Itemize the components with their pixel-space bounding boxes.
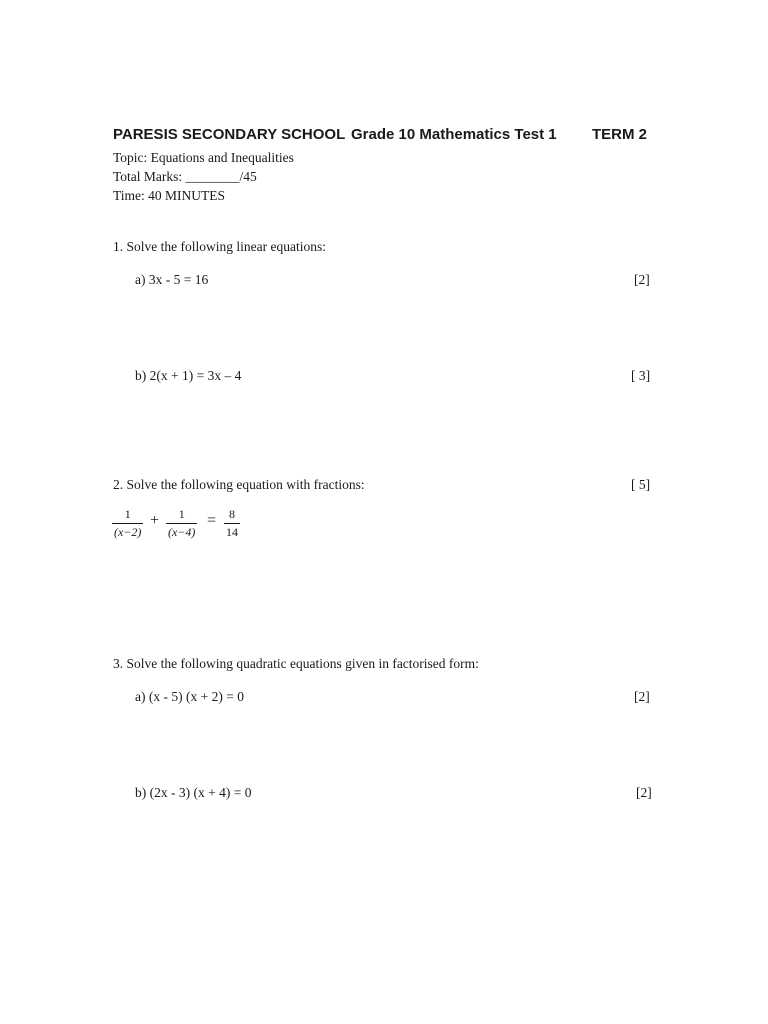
question-1b-text: b) 2(x + 1) = 3x – 4 — [135, 368, 242, 383]
fraction-3-denominator: 14 — [226, 525, 238, 539]
fraction-3 — [224, 507, 240, 540]
question-1a-marks: [2] — [634, 272, 650, 287]
question-2-prompt: 2. Solve the following equation with fractions: — [113, 477, 365, 492]
equals-sign: = — [207, 512, 217, 529]
question-1-prompt: 1. Solve the following linear equations: — [113, 239, 326, 254]
plus-sign: + — [150, 512, 160, 529]
fraction-1 — [112, 507, 143, 540]
question-3b-marks: [2] — [636, 785, 652, 800]
total-marks-line: Total Marks: ________/45 — [113, 169, 257, 184]
school-name: PARESIS SECONDARY SCHOOL — [113, 126, 346, 143]
question-3a-marks: [2] — [634, 689, 650, 704]
question-1a-text: a) 3x - 5 = 16 — [135, 272, 209, 287]
fraction-2-numerator: 1 — [178, 507, 185, 521]
test-title: Grade 10 Mathematics Test 1 — [351, 126, 557, 143]
question-3b-text: b) (2x - 3) (x + 4) = 0 — [135, 785, 252, 800]
fraction-3-numerator: 8 — [229, 507, 235, 521]
fraction-2 — [166, 507, 197, 540]
fraction-2-denominator: (x−4) — [168, 525, 196, 539]
question-1b-marks: [ 3] — [631, 368, 651, 383]
fraction-1-numerator: 1 — [124, 507, 131, 521]
fraction-1-denominator: (x−2) — [114, 525, 142, 539]
question-3a-text: a) (x - 5) (x + 2) = 0 — [135, 689, 244, 704]
question-3-prompt: 3. Solve the following quadratic equations given in factorised form: — [113, 656, 479, 671]
topic-line: Topic: Equations and Inequalities — [113, 150, 294, 165]
term-label: TERM 2 — [592, 126, 648, 143]
question-2-marks: [ 5] — [631, 477, 651, 492]
time-line: Time: 40 MINUTES — [113, 188, 226, 203]
